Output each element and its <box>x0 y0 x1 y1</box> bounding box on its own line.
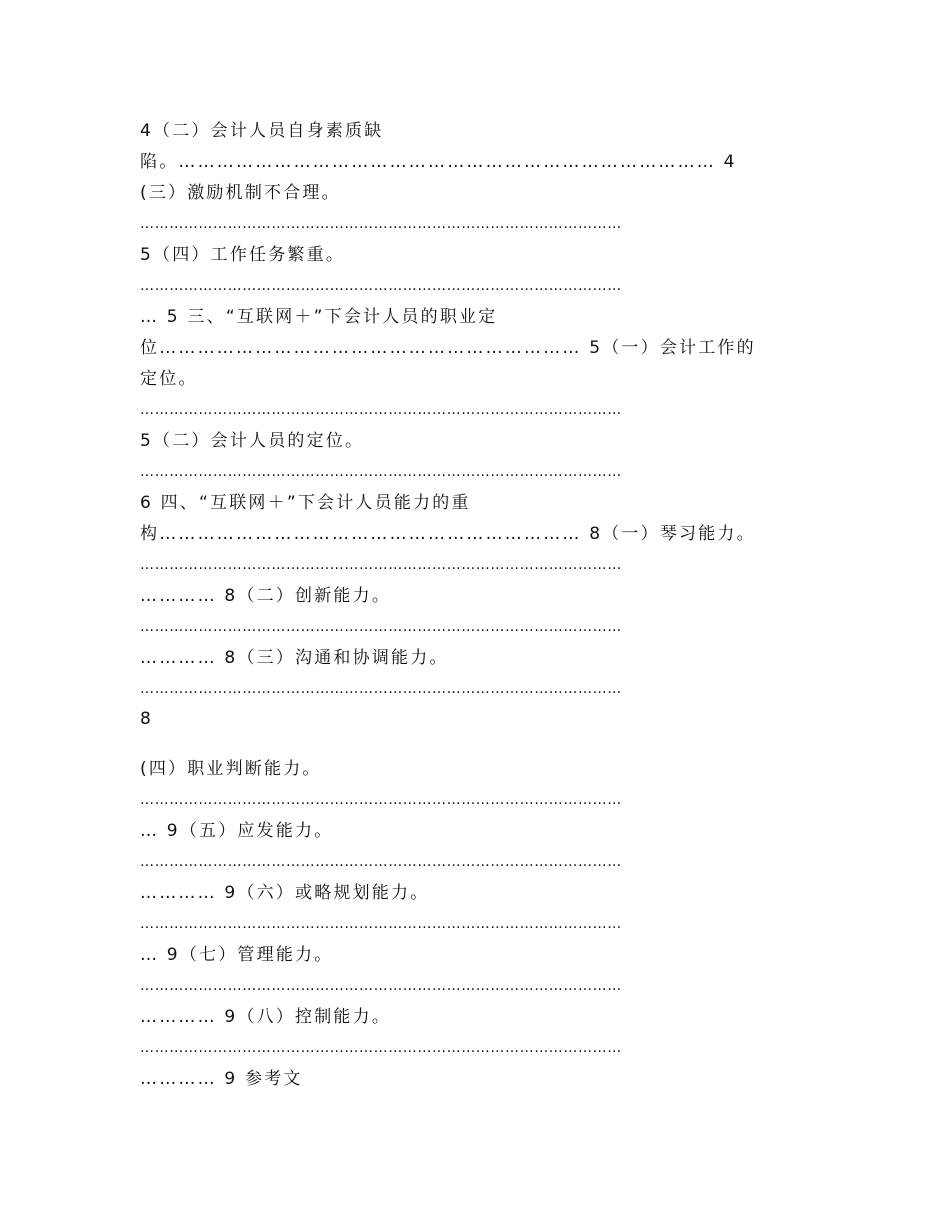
toc-line: ………… 9（八）控制能力。 <box>140 1007 392 1027</box>
toc-line: 6 四、“互联网＋”下会计人员能力的重 <box>140 493 471 513</box>
toc-line: 构………………………………………………………… 8（一）琴习能力。 <box>140 524 756 544</box>
toc-line: ………… 9（六）或略规划能力。 <box>140 883 430 903</box>
toc-dot-leader: ……………………………………………………………………………………… <box>140 1040 622 1056</box>
toc-line: 4（二）会计人员自身素质缺 <box>140 121 384 141</box>
toc-dot-leader: ……………………………………………………………………………………… <box>140 557 622 573</box>
toc-dot-leader: ……………………………………………………………………………………… <box>140 916 622 932</box>
toc-line: ………… 8（二）创新能力。 <box>140 586 392 606</box>
toc-dot-leader: ……………………………………………………………………………………… <box>140 619 622 635</box>
toc-line: ………… 9 参考文 <box>140 1069 303 1089</box>
toc-dot-leader: ……………………………………………………………………………………… <box>140 402 622 418</box>
toc-dot-leader: ……………………………………………………………………………………… <box>140 278 622 294</box>
toc-line: (三）激励机制不合理。 <box>140 183 341 203</box>
toc-line: … 9（七）管理能力。 <box>140 945 334 965</box>
toc-line: 定位。 <box>140 369 198 389</box>
toc-dot-leader: ……………………………………………………………………………………… <box>140 681 622 697</box>
toc-line: 5（四）工作任务繁重。 <box>140 245 346 265</box>
toc-line: 5（二）会计人员的定位。 <box>140 431 365 451</box>
toc-line: 位………………………………………………………… 5（一）会计工作的 <box>140 338 756 358</box>
toc-dot-leader: ……………………………………………………………………………………… <box>140 978 622 994</box>
toc-dot-leader: ……………………………………………………………………………………… <box>140 464 622 480</box>
toc-dot-leader: ……………………………………………………………………………………… <box>140 792 622 808</box>
toc-dot-leader: ……………………………………………………………………………………… <box>140 216 622 232</box>
toc-line: (四）职业判断能力。 <box>140 759 322 779</box>
toc-dot-leader: ……………………………………………………………………………………… <box>140 854 622 870</box>
toc-line: ………… 8（三）沟通和协调能力。 <box>140 648 449 668</box>
toc-line: 陷。………………………………………………………………………… 4 <box>140 152 737 172</box>
toc-line: … 5 三、“互联网＋”下会计人员的职业定 <box>140 307 498 327</box>
toc-line: … 9（五）应发能力。 <box>140 821 334 841</box>
toc-page-number: 8 <box>140 709 154 729</box>
